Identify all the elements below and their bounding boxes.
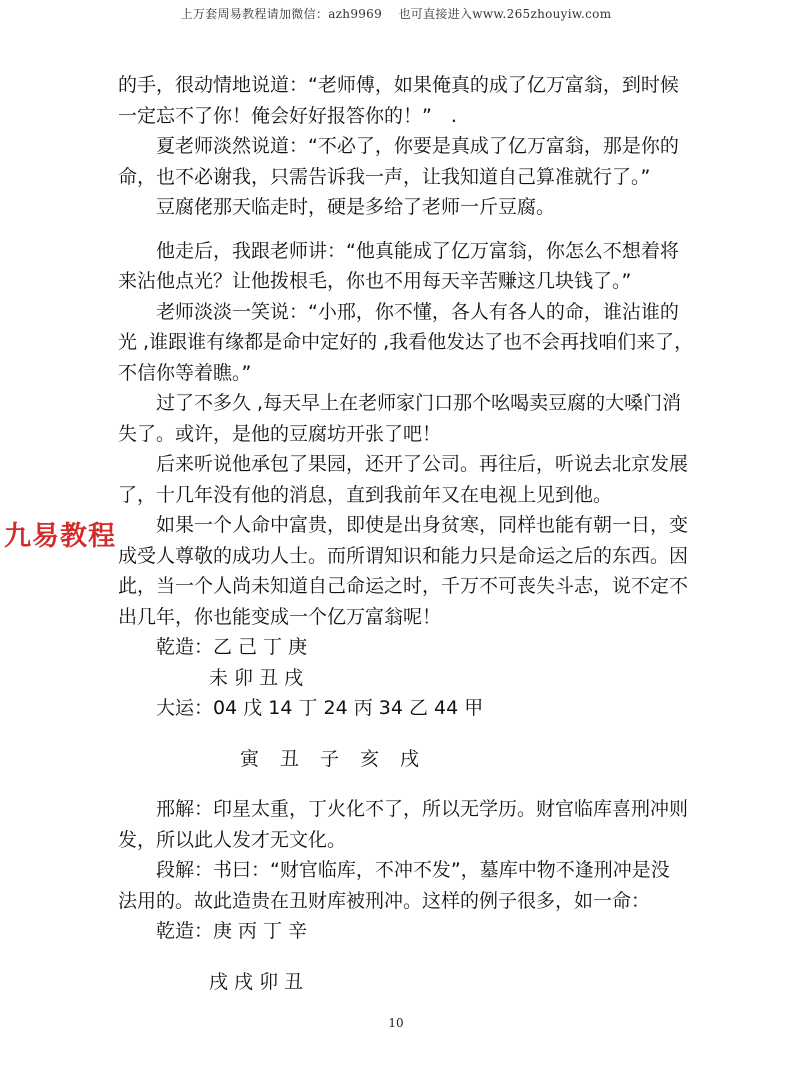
text-line: 光 ,谁跟谁有缘都是命中定好的 ,我看他发达了也不会再找咱们来了， xyxy=(118,331,694,353)
page-header-ad: 上万套周易教程请加微信：azh9969 也可直接进入www.265zhouyiw.com xyxy=(180,7,612,21)
text-line: 了，十几年没有他的消息，直到我前年又在电视上见到他。 xyxy=(118,483,613,506)
text-line: 如果一个人命中富贵，即使是出身贫寒，同样也能有朝一日，变 xyxy=(156,514,689,536)
text-line: 后来听说他承包了果园，还开了公司。再往后，听说去北京发展 xyxy=(156,453,689,475)
text-line: 他走后，我跟老师讲：“他真能成了亿万富翁，你怎么不想着将 xyxy=(156,239,679,262)
text-line: 一定忘不了你！俺会好好报答你的！” . xyxy=(118,104,457,127)
text-line: 老师淡淡一笑说：“小邢，你不懂，各人有各人的命，谁沾谁的 xyxy=(156,300,679,323)
text-line: 过了不多久 ,每天早上在老师家门口那个吆喝卖豆腐的大嗓门消 xyxy=(156,392,682,414)
text-line: 豆腐佬那天临走时，硬是多给了老师一斤豆腐。 xyxy=(156,196,556,218)
bazi-chart-line: 乾造：乙 己 丁 庚 xyxy=(156,636,308,658)
text-line: 段解：书曰：“财官临库，不冲不发”，墓库中物不逢刑冲是没 xyxy=(156,859,670,881)
page-number: 10 xyxy=(388,1016,404,1030)
paragraph-gap xyxy=(118,223,678,236)
text-line: 不信你等着瞧。” xyxy=(118,361,252,384)
bazi-chart-line: 乾造：庚 丙 丁 辛 xyxy=(156,920,308,942)
bazi-chart-line: 未 卯 丑 戌 xyxy=(209,666,304,689)
paragraph-gap xyxy=(118,774,678,794)
text-line: 法用的。故此造贵在丑财库被刑冲。这样的例子很多，如一命： xyxy=(118,889,651,912)
text-line: 的手，很动情地说道：“老师傅，如果俺真的成了亿万富翁，到时候 xyxy=(118,74,679,96)
text-line: 命，也不必谢我，只需告诉我一声，让我知道自己算准就行了。” xyxy=(118,165,651,188)
text-line: 失了。或许，是他的豆腐坊开张了吧！ xyxy=(118,422,442,445)
text-line: 来沾他点光？让他拨根毛，你也不用每天辛苦赚这几块钱了。” xyxy=(118,270,632,292)
text-line: 此，当一个人尚未知道自己命运之时，千万不可丧失斗志，说不定不 xyxy=(118,575,689,597)
dayun-line: 大运：04 戊 14 丁 24 丙 34 乙 44 甲 xyxy=(156,697,484,719)
paragraph-gap xyxy=(118,724,678,744)
text-line: 夏老师淡然说道：“不必了，你要是真成了亿万富翁，那是你的 xyxy=(156,135,679,157)
paragraph-gap xyxy=(118,947,678,967)
text-line: 发，所以此人发才无文化。 xyxy=(118,828,347,851)
dayun-branches-line: 寅 丑 子 亥 戌 xyxy=(240,747,421,770)
text-line: 邢解：印星太重，丁火化不了，所以无学历。财官临库喜刑冲则 xyxy=(156,798,689,820)
bazi-chart-line: 戌 戌 卯 丑 xyxy=(209,970,304,993)
document-body xyxy=(118,70,694,997)
text-line: 出几年，你也能变成一个亿万富翁呢！ xyxy=(118,605,442,628)
text-line: 成受人尊敬的成功人士。而所谓知识和能力只是命运之后的东西。因 xyxy=(118,544,689,567)
watermark-logo: 九易教程 xyxy=(4,521,116,552)
